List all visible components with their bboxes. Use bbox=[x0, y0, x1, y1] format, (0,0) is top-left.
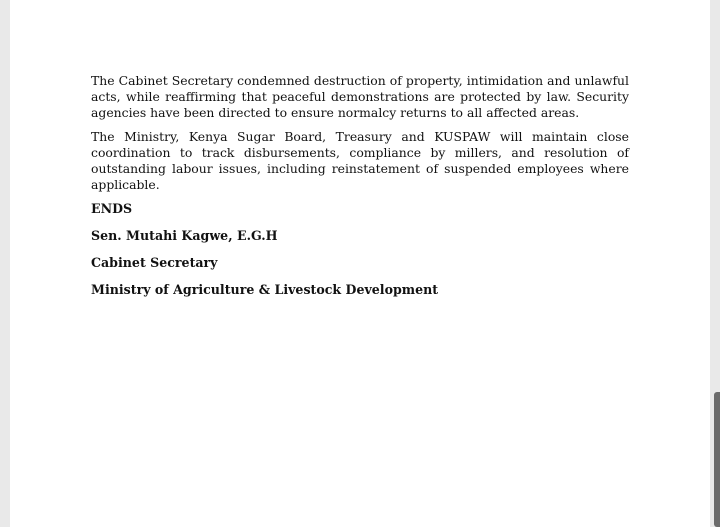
ends-marker: ENDS bbox=[91, 201, 133, 216]
viewer-margin-left bbox=[0, 0, 10, 527]
scrollbar-thumb[interactable] bbox=[714, 392, 720, 527]
signatory-name: Sen. Mutahi Kagwe, E.G.H bbox=[91, 228, 278, 243]
paragraph-coordination: The Ministry, Kenya Sugar Board, Treasury and KUSPAW will maintain close coordination to track disbursements, compliance by millers, and resolution of outstanding labour issues, including reinstatement of suspended employees where applicable. bbox=[91, 129, 629, 192]
paragraph-condemnation: The Cabinet Secretary condemned destruction of property, intimidation and unlawful acts, while reaffirming that peaceful demonstrations are protected by law. Security agencies have been directed to ensure normalcy returns to all affected areas. bbox=[91, 73, 629, 120]
document-page-content bbox=[91, 73, 629, 298]
signatory-title: Cabinet Secretary bbox=[91, 255, 218, 270]
signatory-ministry: Ministry of Agriculture & Livestock Development bbox=[91, 282, 439, 297]
